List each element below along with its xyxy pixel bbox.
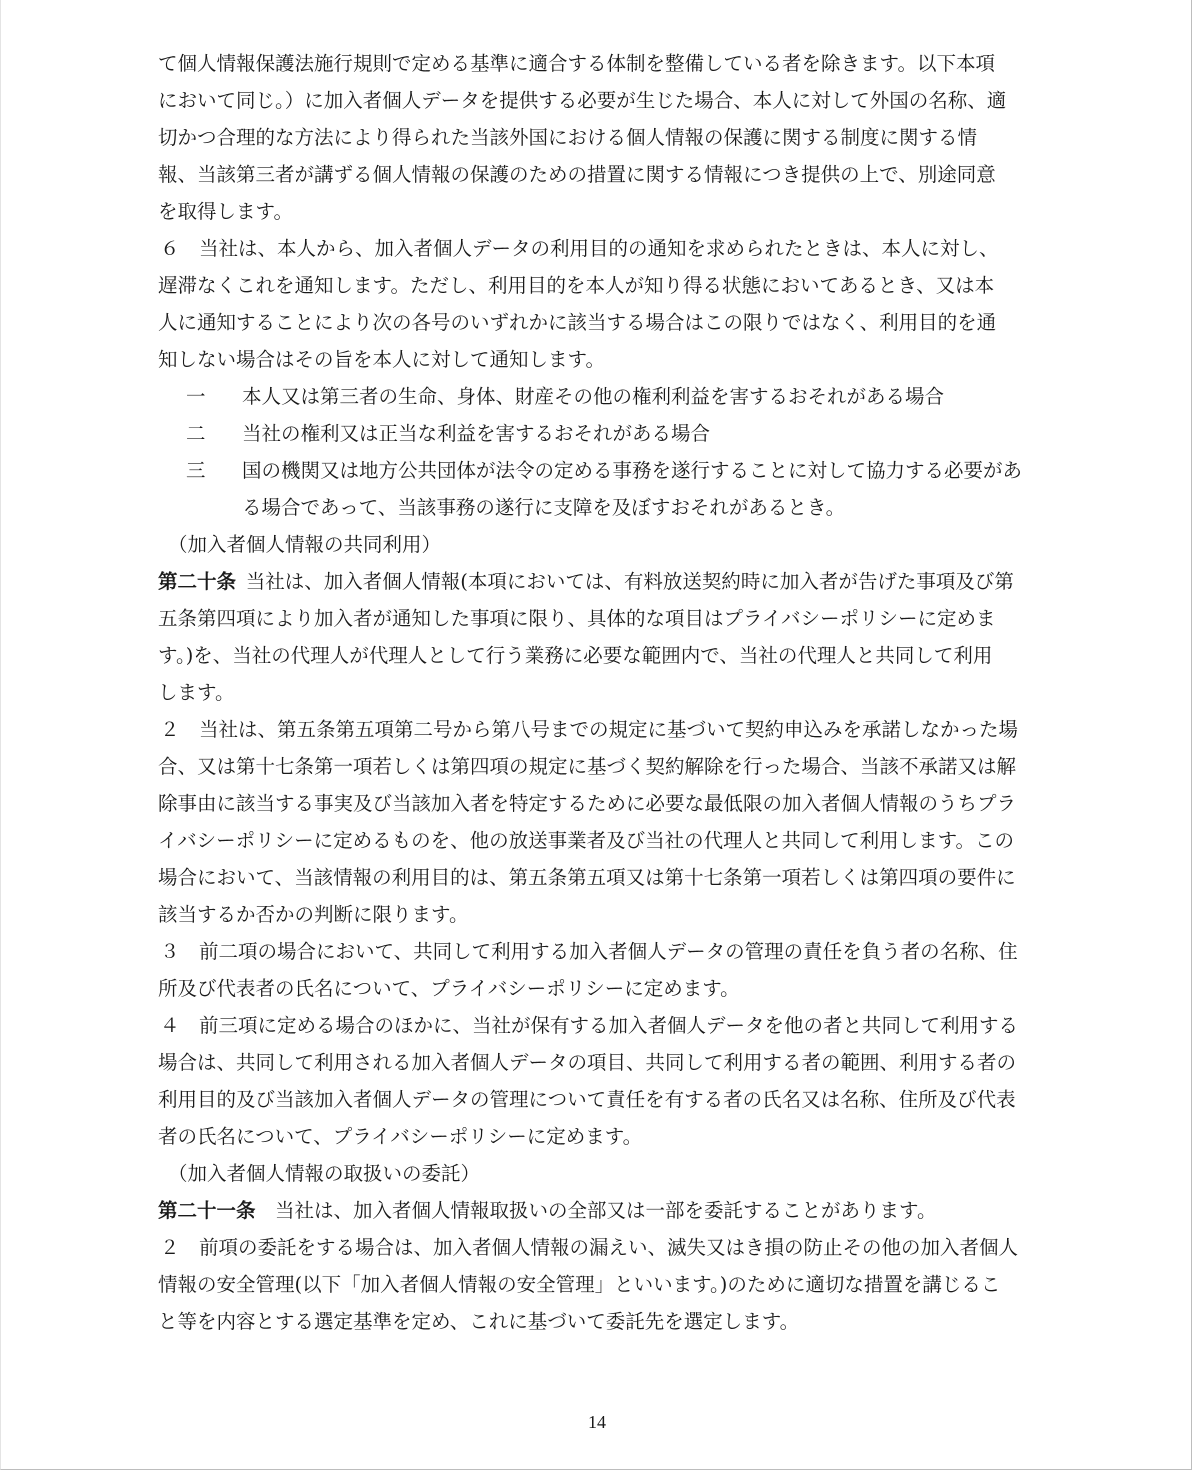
text-line: 場合において、当該情報の利用目的は、第五条第五項又は第十七条第一項若しくは第四項の要件に [158,866,1016,889]
article-20-start [158,563,1088,600]
text-line: 合、又は第十七条第一項若しくは第四項の規定に基づく契約解除を行った場合、当該不承諾又は解 [158,755,1017,778]
document-body [158,45,1088,1340]
article-text: 当社は、加入者個人情報(本項においては、有料放送契約時に加入者が告げた事項及び第 [245,570,1014,593]
text-line: 情報の安全管理(以下「加入者個人情報の安全管理」といいます。)のために適切な措置を講じるこ [158,1273,1001,1296]
list-item-1 [158,378,1088,415]
article-heading: 第二十一条 [158,1199,256,1222]
article-caption: （加入者個人情報の共同利用） [168,533,442,556]
text-line: において同じ。）に加入者個人データを提供する必要が生じた場合、本人に対して外国の名称、適 [158,89,1007,112]
list-marker: 二 [186,422,206,445]
article-heading: 第二十条 [158,570,237,593]
paragraph-3-start: ３ 前二項の場合において、共同して利用する加入者個人データの管理の責任を負う者の名称、住 [160,940,1018,963]
text-line: て個人情報保護法施行規則で定める基準に適合する体制を整備している者を除きます。以下本項 [158,52,995,75]
list-item-text: 国の機関又は地方公共団体が法令の定める事務を遂行することに対して協力する必要があ [242,459,1023,482]
list-marker: 一 [186,385,206,408]
list-item-2 [158,415,1088,452]
list-item-3 [158,452,1088,489]
text-line: 五条第四項により加入者が通知した事項に限り、具体的な項目はプライバシーポリシーに定めま [158,607,996,630]
text-line: 者の氏名について、プライバシーポリシーに定めます。 [158,1125,643,1148]
page-number: 14 [588,1412,606,1432]
text-line: す。)を、当社の代理人が代理人として行う業務に必要な範囲内で、当社の代理人と共同して利用 [158,644,993,667]
list-item-3-continuation: る場合であって、当該事務の遂行に支障を及ぼすおそれがあるとき。 [242,496,846,519]
text-line: イバシーポリシーに定めるものを、他の放送事業者及び当社の代理人と共同して利用します。この [158,829,1015,852]
paragraph-6-start: ６ 当社は、本人から、加入者個人データの利用目的の通知を求められたときは、本人に対し、 [160,237,999,260]
text-line: します。 [158,681,235,704]
paragraph-2-start: ２ 当社は、第五条第五項第二号から第八号までの規定に基づいて契約申込みを承諾しなかった場 [160,718,1019,741]
paragraph-4-start: ４ 前三項に定める場合のほかに、当社が保有する加入者個人データを他の者と共同して利用する [160,1014,1019,1037]
text-line: と等を内容とする選定基準を定め、これに基づいて委託先を選定します。 [158,1310,800,1333]
text-line: 利用目的及び当該加入者個人データの管理について責任を有する者の氏名又は名称、住所及び代表 [158,1088,1016,1111]
text-line: 遅滞なくこれを通知します。ただし、利用目的を本人が知り得る状態においてあるとき、又は本 [158,274,995,297]
text-line: 人に通知することにより次の各号のいずれかに該当する場合はこの限りではなく、利用目的を通 [158,311,997,334]
text-line: 該当するか否かの判断に限ります。 [158,903,469,926]
list-item-text: 当社の権利又は正当な利益を害するおそれがある場合 [242,422,711,445]
list-marker: 三 [186,459,206,482]
text-line: を取得します。 [158,200,293,223]
text-line: 除事由に該当する事実及び当該加入者を特定するために必要な最低限の加入者個人情報のうちプラ [158,792,1017,815]
article-21-start [158,1192,1088,1229]
list-item-text: 本人又は第三者の生命、身体、財産その他の権利利益を害するおそれがある場合 [242,385,945,408]
text-line: 知しない場合はその旨を本人に対して通知します。 [158,348,605,371]
text-line: 所及び代表者の氏名について、プライバシーポリシーに定めます。 [158,977,740,1000]
text-line: 場合は、共同して利用される加入者個人データの項目、共同して利用する者の範囲、利用する者の [158,1051,1017,1074]
text-line: 報、当該第三者が講ずる個人情報の保護のための措置に関する情報につき提供の上で、別途同意 [158,163,996,186]
text-line: 切かつ合理的な方法により得られた当該外国における個人情報の保護に関する制度に関する情 [158,126,978,149]
article-caption: （加入者個人情報の取扱いの委託） [168,1162,481,1185]
article-text: 当社は、加入者個人情報取扱いの全部又は一部を委託することがあります。 [275,1199,937,1222]
paragraph-2-start: ２ 前項の委託をする場合は、加入者個人情報の漏えい、滅失又はき損の防止その他の加入者個人 [160,1236,1019,1259]
